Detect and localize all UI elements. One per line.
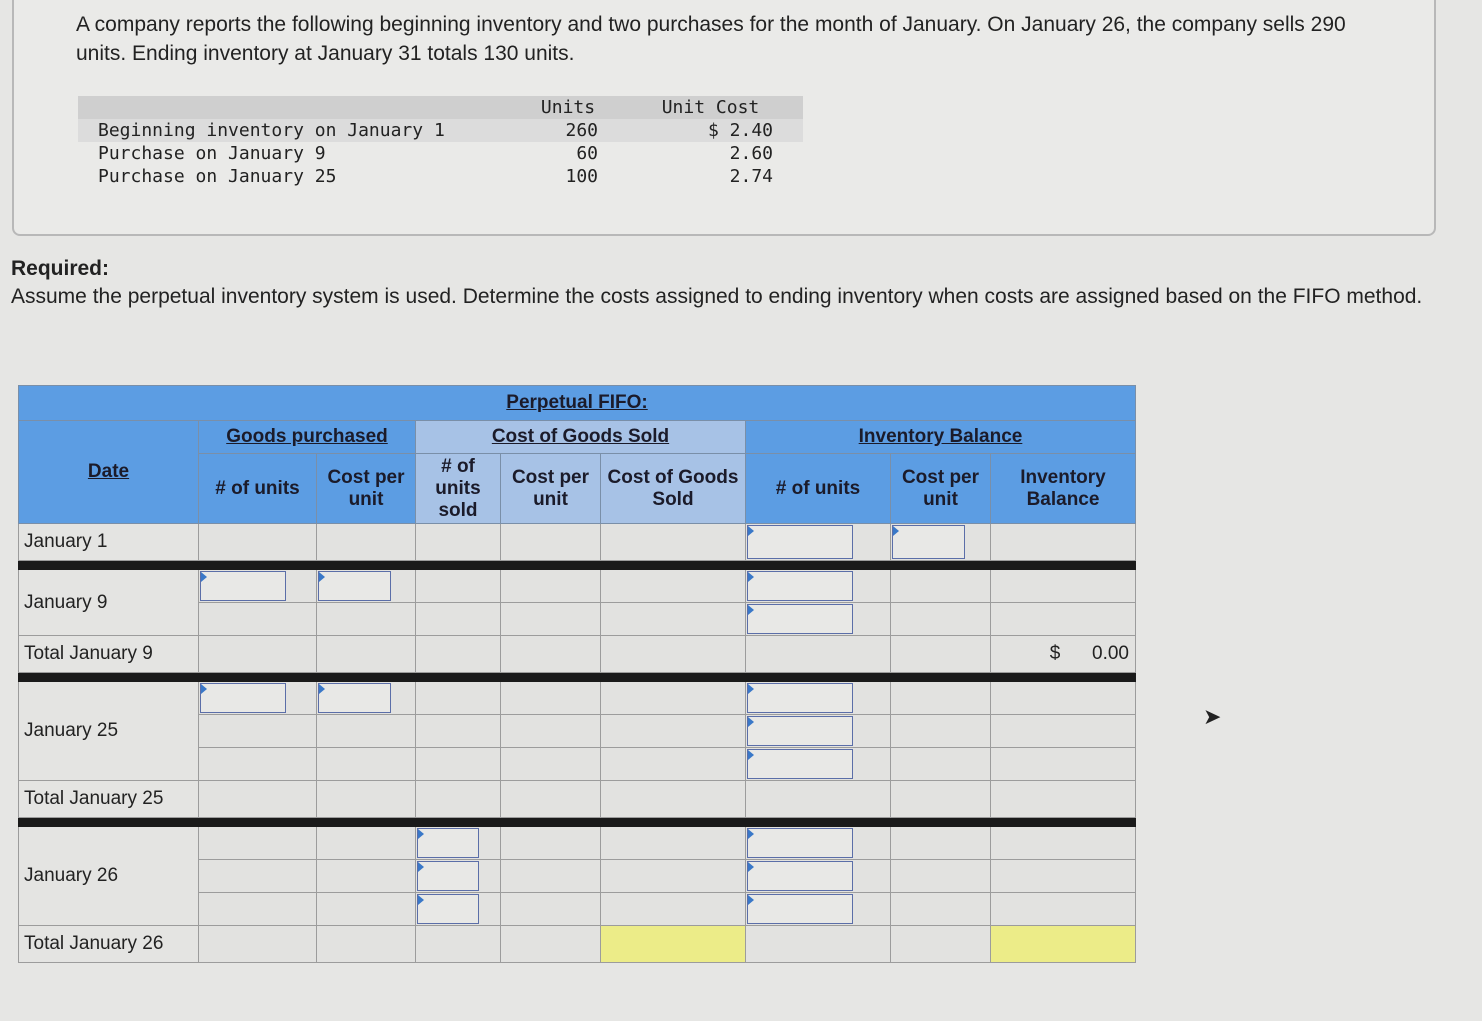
table-cell[interactable] [891, 524, 991, 561]
table-cell[interactable] [317, 748, 416, 781]
row-label: January 1 [19, 524, 199, 561]
table-title: Perpetual FIFO: [506, 392, 648, 413]
table-cell[interactable] [891, 570, 991, 603]
table-cell[interactable] [991, 926, 1136, 963]
table-row [19, 636, 1136, 673]
row-label: Total January 9 [19, 636, 199, 673]
table-row [19, 524, 1136, 561]
row-label: Total January 26 [19, 926, 199, 963]
table-cell[interactable] [199, 926, 317, 963]
column-header: # of units [199, 454, 317, 524]
table-cell[interactable] [746, 636, 891, 673]
table-cell[interactable] [501, 603, 601, 636]
table-cell[interactable] [891, 926, 991, 963]
mouse-cursor-icon: ➤ [1203, 704, 1222, 729]
table-cell[interactable] [891, 860, 991, 893]
row-divider [19, 673, 1136, 682]
table-cell[interactable] [601, 603, 746, 636]
column-header: # of units sold [416, 454, 501, 524]
table-cell[interactable] [199, 827, 317, 860]
table-cell[interactable] [416, 682, 501, 715]
input-field[interactable] [747, 683, 853, 713]
table-cell[interactable] [891, 748, 991, 781]
table-cell[interactable] [199, 682, 317, 715]
required-title: Required: [11, 257, 110, 280]
table-cell[interactable] [199, 781, 317, 818]
table-cell[interactable] [199, 603, 317, 636]
table-cell[interactable] [416, 781, 501, 818]
table-cell[interactable] [746, 603, 891, 636]
unit-cost-header: Unit Cost [618, 96, 803, 119]
table-cell[interactable] [501, 636, 601, 673]
table-cell[interactable] [991, 893, 1136, 926]
input-field[interactable] [747, 894, 853, 924]
table-cell[interactable] [317, 926, 416, 963]
table-cell[interactable] [601, 682, 746, 715]
table-row [19, 926, 1136, 963]
input-field[interactable] [200, 683, 286, 713]
date-header: Date [87, 461, 130, 482]
goods-purchased-header: Goods purchased [226, 426, 388, 447]
table-cell[interactable] [501, 715, 601, 748]
table-cell[interactable] [416, 926, 501, 963]
required-text: Assume the perpetual inventory system is used. Determine the costs assigned to ending inventory when costs are assigned based on the FIFO method. [11, 285, 1423, 308]
table-cell[interactable] [416, 524, 501, 561]
table-cell[interactable] [746, 748, 891, 781]
input-field[interactable] [892, 525, 965, 559]
table-cell[interactable] [199, 860, 317, 893]
row-label: January 26 [19, 827, 199, 926]
row-label: January 25 [19, 682, 199, 781]
table-cell[interactable] [746, 827, 891, 860]
table-cell[interactable] [746, 570, 891, 603]
column-header: Cost per unit [891, 454, 991, 524]
table-cell[interactable] [317, 682, 416, 715]
table-cell[interactable] [601, 893, 746, 926]
table-cell[interactable] [991, 827, 1136, 860]
row-divider [19, 561, 1136, 570]
table-row [19, 570, 1136, 603]
table-cell[interactable] [746, 860, 891, 893]
table-cell[interactable] [746, 682, 891, 715]
purchase-cost: 2.74 [729, 166, 773, 187]
table-cell[interactable] [601, 715, 746, 748]
purchase-label: Purchase on January 9 [98, 143, 326, 164]
purchase-units: 60 [576, 143, 598, 164]
table-cell[interactable] [991, 524, 1136, 561]
purchase-units: 260 [518, 119, 618, 142]
table-cell[interactable] [991, 860, 1136, 893]
table-cell[interactable] [891, 636, 991, 673]
table-cell[interactable] [991, 682, 1136, 715]
total-balance-value[interactable]: $ 0.00 [991, 636, 1136, 673]
table-cell[interactable] [501, 682, 601, 715]
purchase-label: Beginning inventory on January 1 [78, 119, 518, 142]
input-field[interactable] [747, 525, 853, 559]
table-cell[interactable] [891, 827, 991, 860]
column-header: # of units [746, 454, 891, 524]
input-field[interactable] [747, 571, 853, 601]
units-header: Units [518, 96, 618, 119]
table-cell[interactable] [199, 748, 317, 781]
table-cell[interactable] [317, 524, 416, 561]
table-row [19, 781, 1136, 818]
table-cell[interactable] [199, 715, 317, 748]
table-cell[interactable] [746, 781, 891, 818]
row-label: Total January 25 [19, 781, 199, 818]
purchase-cost: 2.60 [729, 143, 773, 164]
table-cell[interactable] [317, 603, 416, 636]
problem-intro: A company reports the following beginning inventory and two purchases for the month of January. On January 26, the company sells 290 units. Ending inventory at January 31 totals 130 units. [76, 13, 1346, 65]
table-cell[interactable] [601, 860, 746, 893]
row-label: January 9 [19, 570, 199, 636]
input-field[interactable] [417, 861, 479, 891]
table-cell[interactable] [601, 827, 746, 860]
column-header: Cost per unit [501, 454, 601, 524]
table-cell[interactable] [501, 926, 601, 963]
input-field[interactable] [417, 828, 479, 858]
input-field[interactable] [200, 571, 286, 601]
table-cell[interactable] [746, 926, 891, 963]
table-cell[interactable] [501, 570, 601, 603]
table-cell[interactable] [317, 781, 416, 818]
table-cell[interactable] [416, 860, 501, 893]
table-cell[interactable] [991, 715, 1136, 748]
table-cell[interactable] [891, 682, 991, 715]
input-field[interactable] [747, 716, 853, 746]
table-cell[interactable] [199, 636, 317, 673]
purchase-cost: $ 2.40 [618, 119, 803, 142]
input-field[interactable] [318, 571, 391, 601]
table-cell[interactable] [416, 570, 501, 603]
table-row [19, 682, 1136, 715]
input-field[interactable] [747, 604, 853, 634]
table-cell[interactable] [891, 603, 991, 636]
table-cell[interactable] [601, 636, 746, 673]
column-header: Inventory Balance [991, 454, 1136, 524]
table-cell[interactable] [746, 893, 891, 926]
perpetual-fifo-table [18, 385, 1136, 963]
table-cell[interactable] [601, 926, 746, 963]
table-cell[interactable] [746, 715, 891, 748]
column-header: Cost per unit [317, 454, 416, 524]
input-field[interactable] [747, 828, 853, 858]
cogs-header: Cost of Goods Sold [491, 426, 670, 447]
table-cell[interactable] [501, 524, 601, 561]
table-cell[interactable] [416, 715, 501, 748]
purchase-label: Purchase on January 25 [98, 166, 337, 187]
table-cell[interactable] [601, 524, 746, 561]
table-cell[interactable] [891, 781, 991, 818]
table-cell[interactable] [416, 748, 501, 781]
table-cell[interactable] [501, 781, 601, 818]
table-cell[interactable] [317, 827, 416, 860]
table-cell[interactable] [746, 524, 891, 561]
table-cell[interactable] [601, 570, 746, 603]
table-cell[interactable] [991, 603, 1136, 636]
table-cell[interactable] [891, 715, 991, 748]
row-divider [19, 818, 1136, 827]
input-field[interactable] [747, 749, 853, 779]
table-cell[interactable] [501, 893, 601, 926]
column-header: Cost of Goods Sold [601, 454, 746, 524]
purchase-units: 100 [565, 166, 598, 187]
table-cell[interactable] [199, 524, 317, 561]
table-cell[interactable] [317, 715, 416, 748]
required-section [11, 255, 1441, 311]
table-cell[interactable] [416, 603, 501, 636]
inventory-balance-header: Inventory Balance [858, 426, 1023, 447]
table-cell[interactable] [317, 860, 416, 893]
table-cell[interactable] [199, 570, 317, 603]
table-cell[interactable] [501, 860, 601, 893]
table-cell[interactable] [991, 570, 1136, 603]
input-field[interactable] [318, 683, 391, 713]
table-cell[interactable] [416, 827, 501, 860]
table-cell[interactable] [317, 893, 416, 926]
purchases-table [78, 96, 803, 188]
table-row [19, 827, 1136, 860]
table-cell[interactable] [501, 827, 601, 860]
table-cell[interactable] [317, 570, 416, 603]
table-cell[interactable] [199, 893, 317, 926]
table-cell[interactable] [416, 893, 501, 926]
table-cell[interactable] [501, 748, 601, 781]
table-cell[interactable] [317, 636, 416, 673]
table-cell[interactable] [601, 748, 746, 781]
table-cell[interactable] [601, 781, 746, 818]
input-field[interactable] [747, 861, 853, 891]
table-cell[interactable] [991, 748, 1136, 781]
input-field[interactable] [417, 894, 479, 924]
table-cell[interactable] [416, 636, 501, 673]
table-cell[interactable] [991, 781, 1136, 818]
table-cell[interactable] [891, 893, 991, 926]
